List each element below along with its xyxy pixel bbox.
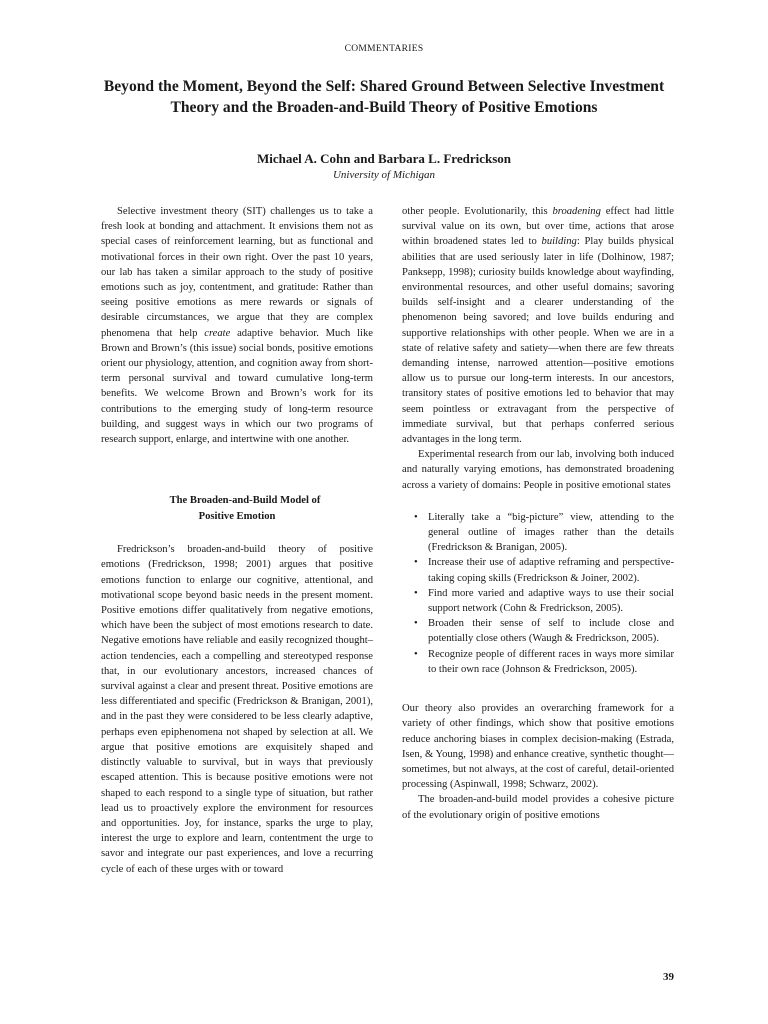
article-title: Beyond the Moment, Beyond the Self: Shared Ground Between Selective Investment Theory and the Broaden-and-Build Theory of Positive Emotions [103, 78, 665, 116]
bullet-icon: • [414, 618, 418, 630]
bullet-icon: • [414, 511, 418, 523]
page-number: 39 [663, 971, 674, 983]
list-item: • Find more varied and adaptive ways to use their social support network (Cohn & Fredrickson, 2005). [414, 587, 674, 615]
author-names: Michael A. Cohn and Barbara L. Fredrickson [256, 151, 511, 166]
left-column [101, 204, 373, 877]
list-item: • Recognize people of different races in ways more similar to their own race (Johnson & Fredrickson, 2005). [414, 648, 674, 675]
list-item: • Increase their use of adaptive reframing and perspective-taking coping skills (Fredrickson & Joiner, 2002). [414, 557, 674, 584]
bullet-icon: • [414, 557, 418, 569]
findings-list [402, 510, 674, 677]
author-affiliation: University of Michigan [332, 169, 436, 181]
body-paragraph: The broaden-and-build model provides a cohesive picture of the evolutionary origin of positive emotions [402, 794, 674, 821]
body-paragraph: Our theory also provides an overarching framework for a variety of other findings, which show that positive emotions reduce anchoring biases in complex decision-making (Estrada, Isen, & Young, 1998) and enhance creative, synthetic thought—sometimes, but not always, at the cost of careful, detail-oriented processing (Aspinwall, 1998; Schwarz, 2002). [402, 703, 674, 791]
running-head: COMMENTARIES [344, 44, 424, 54]
body-paragraph: Experimental research from our lab, involving both induced and naturally varying emotions, has demonstrated broadening across a variety of domains: People in positive emotional states [402, 449, 674, 491]
continued-paragraph: other people. Evolutionarily, this broadening effect had little survival value on its own, but over time, actions that arose within broadened states led to building: Play builds physical abilities that are used seriously later in life (Dolhinow, 1987; Panksepp, 1998); curiosity builds knowledge about wayfinding, environmental resources, and other useful domains; savoring builds self-insight and a clearer understanding of the phenomenon being savored; and love builds enduring and supportive relationships with other people. When we are in a state of relative safety and satiety—when there are few threats demanding intense, narrowed attention—positive emotions allow us to pursue our long-term interests. In our ancestors, transitory states of positive emotions led to behavior that may seem pointless or extravagant from the perspective of immediate survival, but that perhaps conferred serious advantages in the long term. [402, 206, 674, 446]
intro-paragraph: Selective investment theory (SIT) challenges us to take a fresh look at bonding and attachment. It envisions them not as special cases of reinforcement learning, but as functional and motivational forces in their own right. Over the past 10 years, our lab has taken a similar approach to the study of positive emotions such as joy, contentment, and gratitude: Rather than seeing positive emotions as mere rewards or signals of desirable circumstances, we argue that they are complex phenomena that help create adaptive behavior. Much like Brown and Brown’s (this issue) social bonds, positive emotions orient our physiology, attention, and cognition away from short-term personal survival and toward cumulative long-term benefits. We welcome Brown and Brown’s work for its contributions to the emerging study of long-term resource building, and suggest ways in which our two programs of research support, enlarge, and intertwine with one another. [101, 206, 373, 446]
section-heading: The Broaden-and-Build Model of Positive Emotion [169, 495, 321, 523]
list-item: • Literally take a “big-picture” view, attending to the general outline of images rather than the details (Fredrickson & Branigan, 2005). [414, 511, 674, 554]
bullet-icon: • [414, 587, 418, 599]
list-item: • Broaden their sense of self to include close and potentially close others (Waugh & Fredrickson, 2005). [414, 618, 674, 645]
body-paragraph: Fredrickson’s broaden-and-build theory of positive emotions (Fredrickson, 1998; 2001) argues that positive emotions function to enlarge our cognitive, attentional, and motivational scope beyond basic needs in the present moment. Positive emotions differ qualitatively from negative emotions, which have been the subject of most emotions research to date. Negative emotions have reliable and easily recognized thought–action tendencies, each a compelling and stereotyped response that, in our evolutionary ancestors, increased chances of survival against a clear and present threat. Positive emotions are less differentiated and specific (Fredrickson & Branigan, 2001), and in the past they were considered to be less clearly adaptive, perhaps even epiphenomena not shaped by selection at all. We argue that positive emotions are exquisitely shaped and distinctly valuable to survival, but in ways that previously escaped attention. This is because positive emotions were not shaped to each respond to a single type of situation, but rather lead us to proactively explore the environment for resources and opportunities. Joy, for instance, sparks the urge to play, interest the urge to explore and learn, contentment the urge to savor and integrate our past experiences, and love a recurring cycle of each of these urges with or toward [101, 544, 373, 875]
bullet-icon: • [414, 648, 418, 660]
right-column [402, 204, 674, 823]
